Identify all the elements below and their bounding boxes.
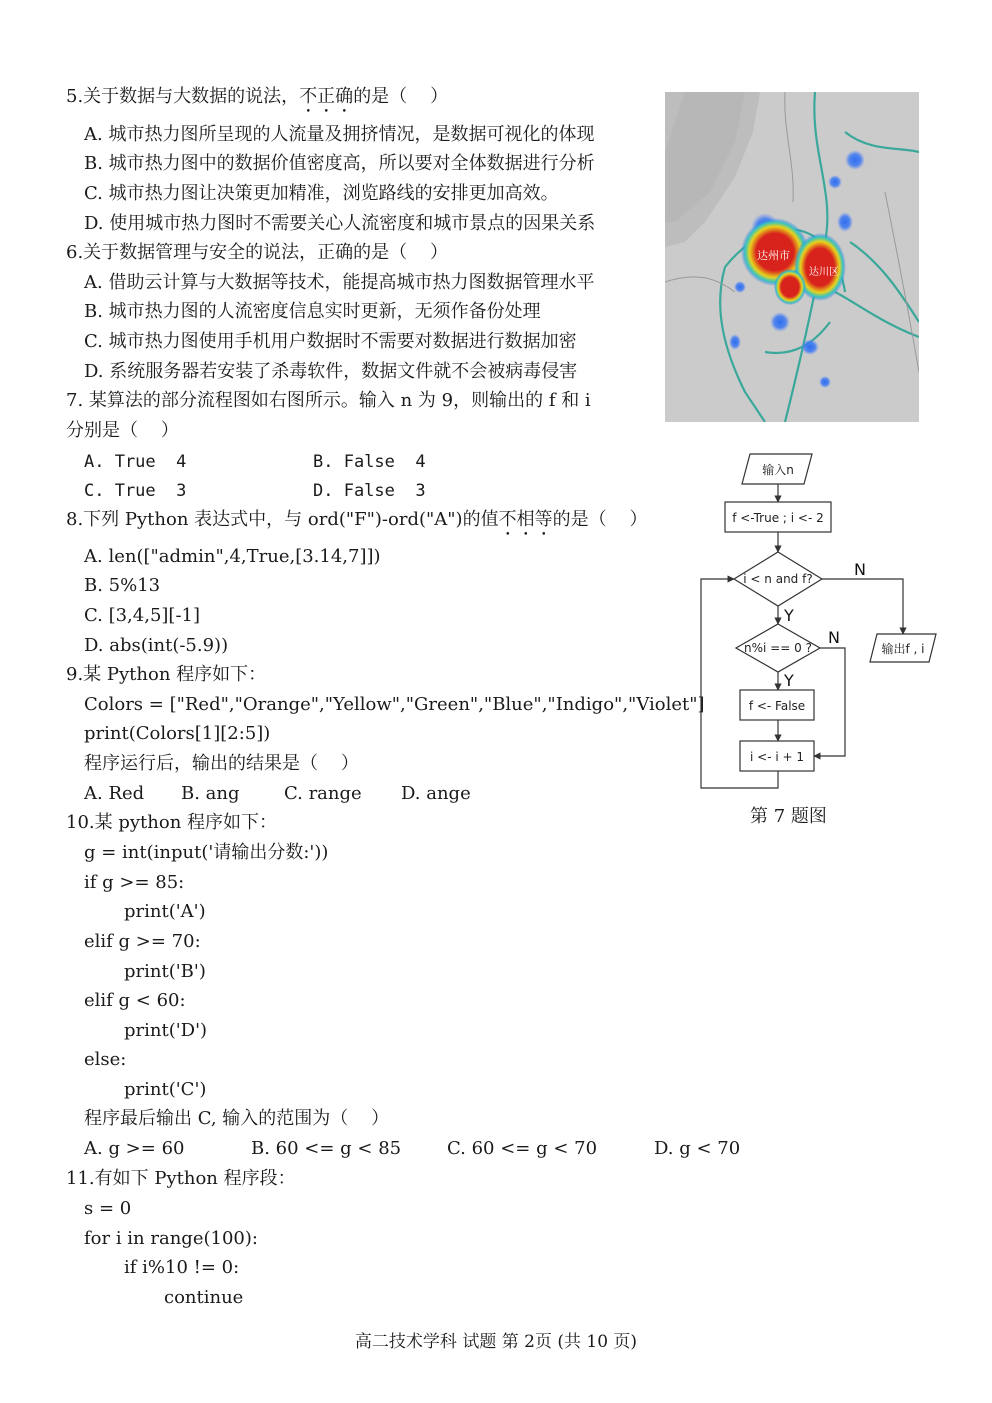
- flow-no-label: N: [854, 560, 866, 579]
- page-footer: 高二技术学科 试题 第 2页 (共 10 页): [354, 1332, 638, 1352]
- q10-code-line: if g >= 85:: [84, 872, 185, 893]
- flow-cond1-text: i < n and f?: [743, 572, 813, 586]
- q5-stem-a: 5.关于数据与大数据的说法，: [66, 86, 300, 107]
- q6-option-d: D. 系统服务器若安装了杀毒软件，数据文件就不会被病毒侵害: [84, 361, 578, 382]
- q10-code-line: print('C'): [124, 1079, 207, 1100]
- map-label-dachuan: 达川区: [809, 267, 839, 278]
- q9-stem: 9.某 Python 程序如下：: [66, 664, 267, 685]
- flow-output-text: 输出f , i: [881, 642, 925, 656]
- q9-option-c: C. range: [284, 783, 362, 804]
- q8-stem: [66, 509, 647, 540]
- q7-option-a: A. True 4: [84, 452, 187, 472]
- q8-stem-emphasis: 不相等: [498, 509, 553, 530]
- q7-option-c: C. True 3: [84, 481, 187, 501]
- q8-stem-b: 的是（ ）: [552, 509, 648, 530]
- flow-no-label: N: [828, 628, 840, 647]
- figure-caption: 第 7 题图: [750, 806, 827, 827]
- q6-stem: 6.关于数据管理与安全的说法，正确的是（ ）: [66, 242, 449, 263]
- q7-stem-line1: 7. 某算法的部分流程图如右图所示。输入 n 为 9，则输出的 f 和 i: [66, 390, 591, 411]
- q7-option-b: B. False 4: [313, 452, 426, 472]
- q10-option-d: D. g < 70: [654, 1138, 741, 1159]
- q9-option-b: B. ang: [181, 783, 240, 804]
- flow-increment-text: i <- i + 1: [750, 750, 804, 764]
- q11-code-line: for i in range(100):: [84, 1228, 258, 1249]
- flow-assign-text: f <- False: [748, 699, 806, 713]
- flow-yes-label: Y: [784, 671, 794, 690]
- q5-stem-emphasis: 不正确: [299, 86, 354, 107]
- q10-question: 程序最后输出 C, 输入的范围为（ ）: [84, 1108, 390, 1129]
- q11-code-line: s = 0: [84, 1198, 132, 1219]
- q9-option-a: A. Red: [84, 783, 145, 804]
- city-heatmap-image: [665, 92, 919, 422]
- q10-code-line: elif g < 60:: [84, 990, 186, 1011]
- q9-code-line: print(Colors[1][2:5]): [84, 723, 271, 744]
- q8-stem-a: 8.下列 Python 表达式中，与 ord("F")-ord("A")的值: [66, 509, 499, 530]
- q10-code-line: else:: [84, 1049, 127, 1070]
- q11-code-line: if i%10 != 0:: [124, 1257, 240, 1278]
- q5-stem: [66, 86, 448, 117]
- q6-option-a: A. 借助云计算与大数据等技术，能提高城市热力图数据管理水平: [84, 272, 595, 293]
- q10-option-b: B. 60 <= g < 85: [251, 1138, 402, 1159]
- q10-stem: 10.某 python 程序如下：: [66, 812, 278, 833]
- q9-code-line: Colors = ["Red","Orange","Yellow","Green","Blue","Indigo","Violet"]: [84, 694, 705, 715]
- q10-code-line: elif g >= 70:: [84, 931, 201, 952]
- q8-option-d: D. abs(int(-5.9)): [84, 635, 229, 656]
- q7-stem-line2: 分别是（ ）: [66, 420, 179, 441]
- q5-option-b: B. 城市热力图中的数据价值密度高，所以要对全体数据进行分析: [84, 153, 595, 174]
- q9-question: 程序运行后，输出的结果是（ ）: [84, 753, 359, 774]
- q10-option-a: A. g >= 60: [84, 1138, 185, 1159]
- q10-code-line: g = int(input('请输出分数:')): [84, 842, 329, 863]
- flow-cond2-text: n%i == 0 ?: [744, 641, 812, 655]
- q5-option-d: D. 使用城市热力图时不需要关心人流密度和城市景点的因果关系: [84, 213, 596, 234]
- q9-option-d: D. ange: [401, 783, 471, 804]
- flow-input-text: 输入n: [762, 463, 794, 477]
- q5-option-c: C. 城市热力图让决策更加精准，浏览路线的安排更加高效。: [84, 183, 559, 204]
- map-label-dazhou: 达州市: [757, 249, 790, 262]
- flow-init-text: f <-True ; i <- 2: [732, 511, 824, 525]
- q7-flowchart: [694, 448, 944, 798]
- q11-stem: 11.有如下 Python 程序段：: [66, 1168, 296, 1189]
- q5-option-a: A. 城市热力图所呈现的人流量及拥挤情况，是数据可视化的体现: [84, 124, 595, 145]
- flow-yes-label: Y: [784, 606, 794, 625]
- q6-option-b: B. 城市热力图的人流密度信息实时更新，无须作备份处理: [84, 301, 541, 322]
- q10-code-line: print('B'): [124, 961, 206, 982]
- q10-code-line: print('D'): [124, 1020, 208, 1041]
- q8-option-a: A. len(["admin",4,True,[3.14,7]]): [84, 546, 381, 567]
- q10-code-line: print('A'): [124, 901, 206, 922]
- q6-option-c: C. 城市热力图使用手机用户数据时不需要对数据进行数据加密: [84, 331, 577, 352]
- q7-option-d: D. False 3: [313, 481, 426, 501]
- q5-stem-b: 的是（ ）: [353, 86, 449, 107]
- q8-option-c: C. [3,4,5][-1]: [84, 605, 200, 626]
- q10-option-c: C. 60 <= g < 70: [447, 1138, 598, 1159]
- q11-code-line: continue: [164, 1287, 244, 1308]
- q8-option-b: B. 5%13: [84, 575, 161, 596]
